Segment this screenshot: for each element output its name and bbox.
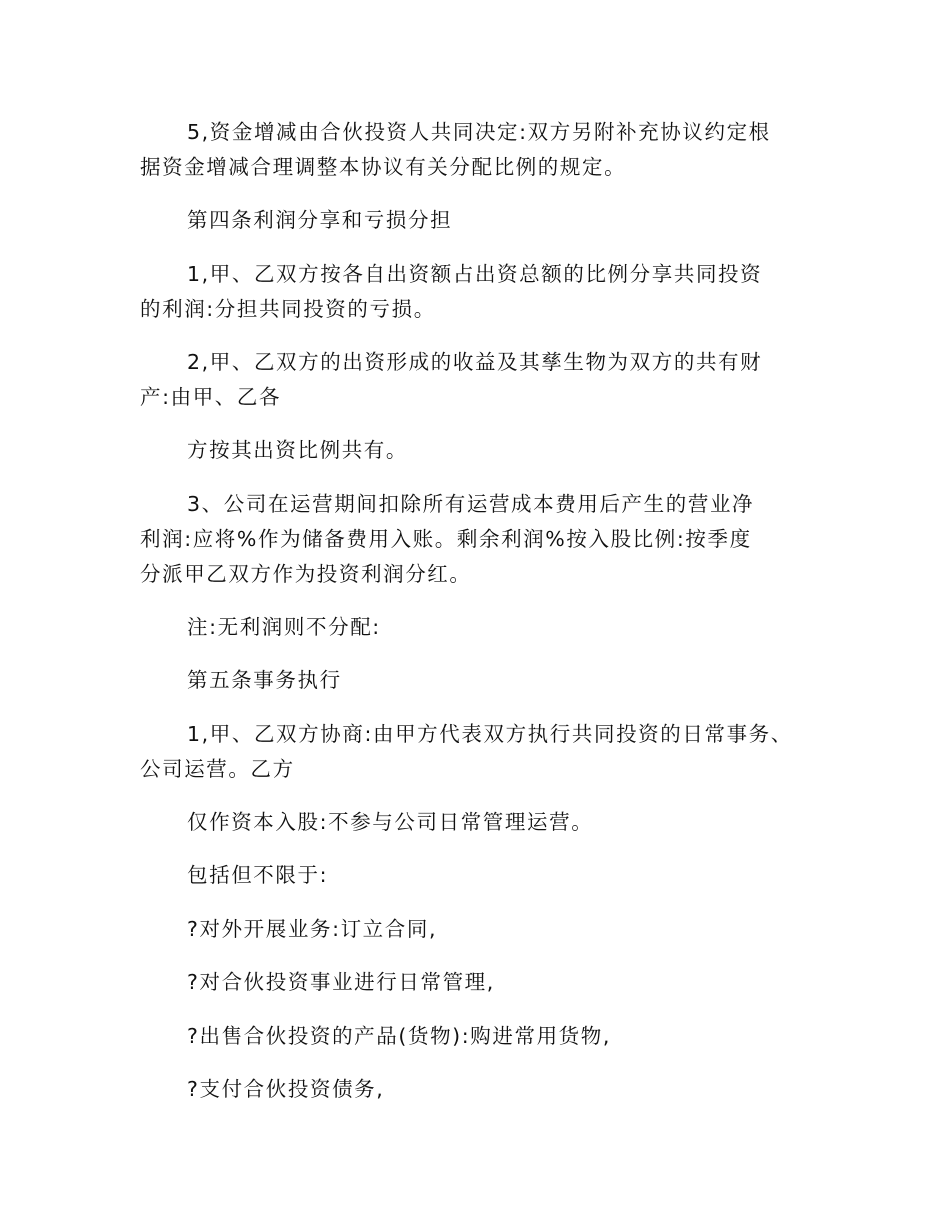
list-item-management [140,965,830,1000]
text-line: 注:无利润则不分配: [187,615,381,639]
text-line: 3、公司在运营期间扣除所有运营成本费用后产生的营业净 [187,492,755,516]
section-heading-article-5 [140,663,830,698]
list-item-goods [140,1019,830,1054]
text-line: 仅作资本入股:不参与公司日常管理运营。 [187,810,594,834]
paragraph-joint-property [140,345,830,415]
text-line: 第四条利润分享和亏损分担 [187,208,453,232]
paragraph-affairs-execution [140,717,830,787]
text-line: ?支付合伙投资债务, [187,1077,385,1101]
text-line: 的利润:分担共同投资的亏损。 [140,297,436,321]
text-line: 1,甲、乙双方按各自出资额占出资总额的比例分享共同投资 [187,262,763,286]
text-line: 第五条事务执行 [187,668,342,692]
paragraph-including [140,858,830,893]
text-line: ?出售合伙投资的产品(货物):购进常用货物, [187,1024,611,1048]
text-line: 公司运营。乙方 [140,757,295,781]
text-line: 方按其出资比例共有。 [187,438,408,462]
text-line: 包括但不限于: [187,863,329,887]
paragraph-net-profit [140,487,830,592]
text-line: 1,甲、乙双方协商:由甲方代表双方执行共同投资的日常事务、 [187,722,793,746]
text-line: 利润:应将%作为储备费用入账。剩余利润%按入股比例:按季度 [140,527,752,551]
text-line: 分派甲乙双方作为投资利润分红。 [140,562,472,586]
text-line: 5,资金增减由合伙投资人共同决定:双方另附补充协议约定根 [187,120,771,144]
list-item-business [140,912,830,947]
paragraph-capital-only [140,805,830,840]
text-line: ?对合伙投资事业进行日常管理, [187,970,495,994]
list-item-debts [140,1072,830,1107]
paragraph-capital-change [140,115,830,185]
text-line: 2,甲、乙双方的出资形成的收益及其孳生物为双方的共有财 [187,350,763,374]
text-line: 产:由甲、乙各 [140,385,282,409]
paragraph-note [140,610,830,645]
text-line: 据资金增减合理调整本协议有关分配比例的规定。 [140,155,627,179]
paragraph-profit-share [140,257,830,327]
paragraph-joint-property-cont [140,433,830,468]
text-line: ?对外开展业务:订立合同, [187,917,438,941]
section-heading-article-4 [140,203,830,238]
